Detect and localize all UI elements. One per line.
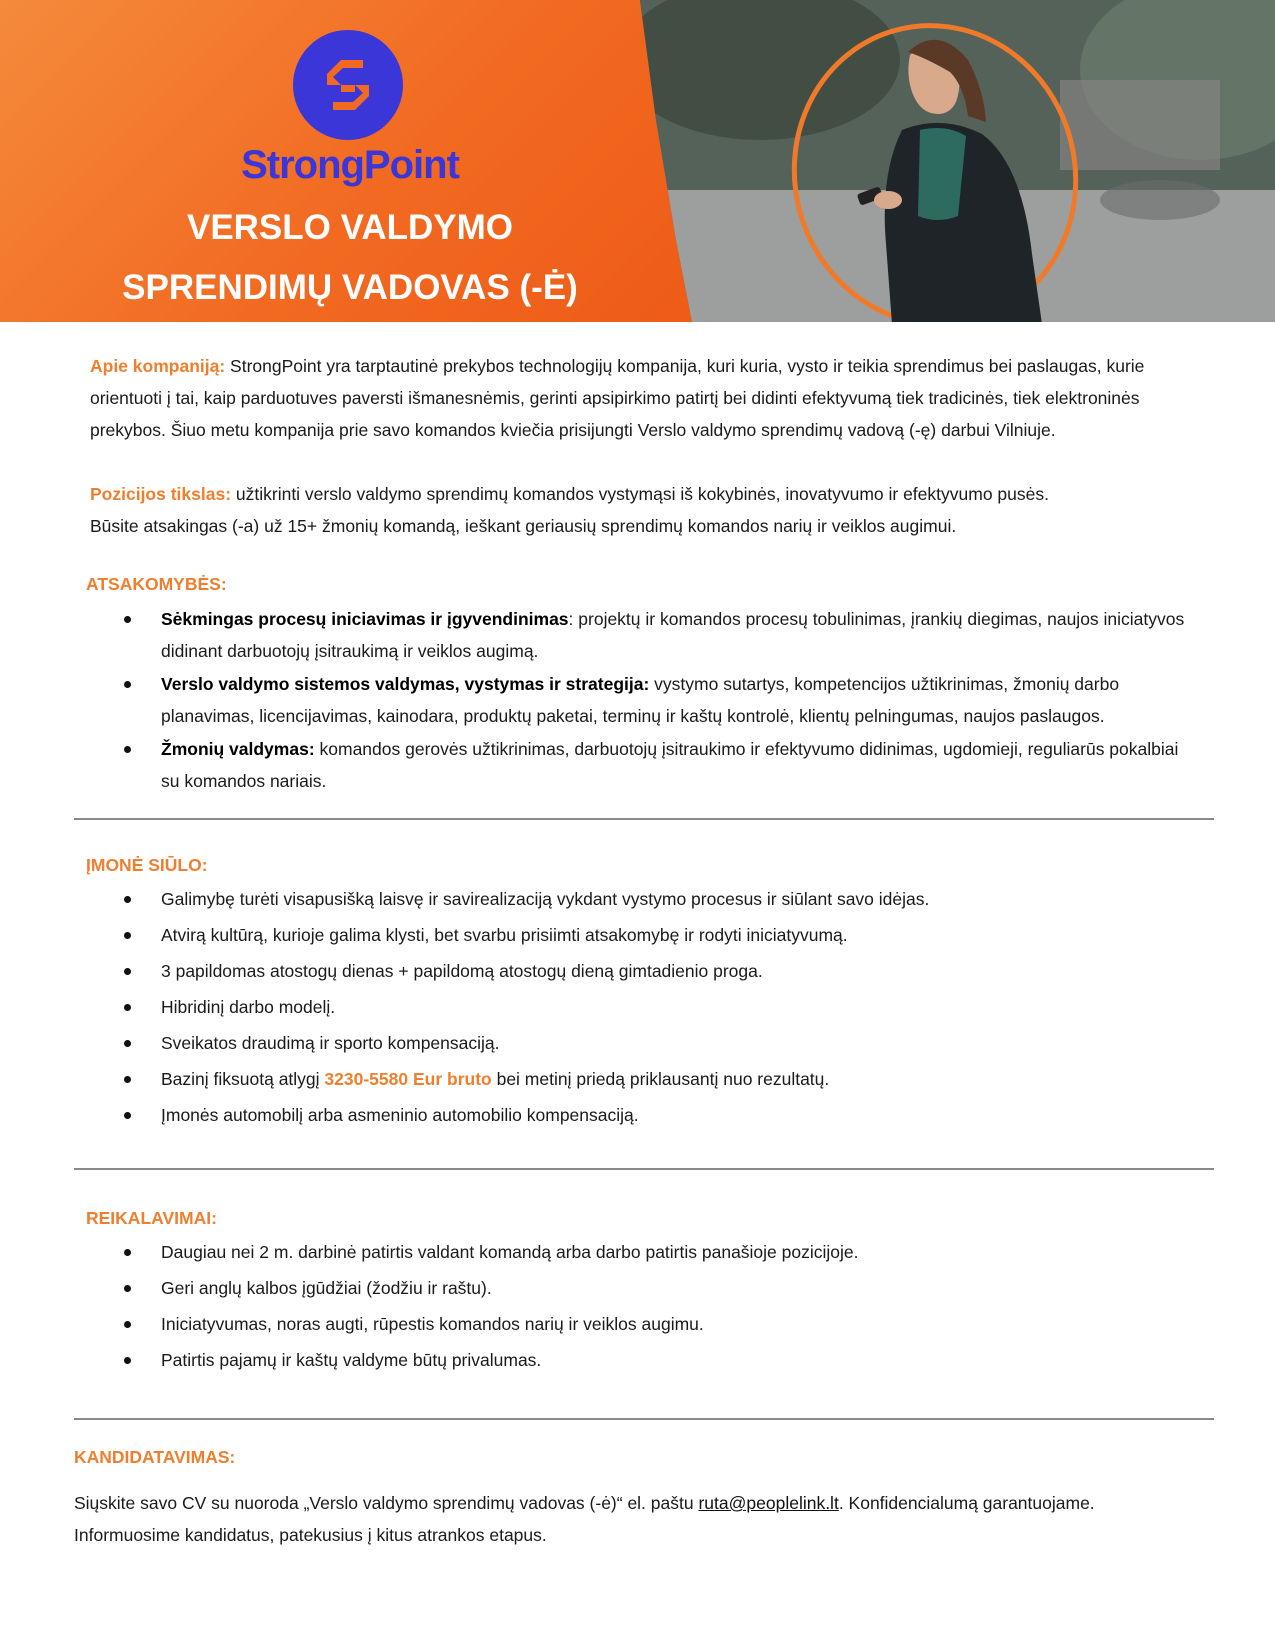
requirements-heading: REIKALAVIMAI: [86, 1208, 217, 1228]
salary-after: bei metinį priedą priklausantį nuo rezultatų. [491, 1069, 830, 1089]
apply-paragraph [74, 1487, 1224, 1519]
header-banner [0, 0, 1275, 322]
item-bold: Sėkmingas procesų iniciavimas ir įgyvendinimas [161, 609, 569, 629]
offers-list [118, 883, 1198, 1135]
requirements-list [118, 1236, 1198, 1380]
list-item: Galimybę turėti visapusišką laisvę ir savirealizaciją vykdant vystymo procesus ir siūlant savo idėjas. [118, 883, 1198, 915]
list-item-salary [118, 1063, 1198, 1095]
goal-label: Pozicijos tikslas: [90, 484, 232, 504]
strongpoint-logo-icon [293, 30, 403, 140]
apply-text-after: . Konfidencialumą garantuojame. [838, 1493, 1095, 1513]
item-text: vystymo sutartys, kompetencijos užtikrinimas, žmonių darbo planavimas, licencijavimas, kainodara, produktų paketai, terminų ir kaštų kontrolė, klientų pelningumas, naujos paslaugos. [161, 674, 1120, 726]
offers-heading: ĮMONĖ SIŪLO: [86, 855, 208, 875]
item-text: komandos gerovės užtikrinimas, darbuotojų įsitraukimo ir efektyvumo didinimas, ugdomieji, reguliarūs pokalbiai su komandos nariais. [161, 739, 1179, 791]
goal-paragraph-2: Būsite atsakingas (-a) už 15+ žmonių komandą, ieškant geriausių sprendimų komandos narių ir veiklos augimui. [90, 516, 957, 536]
item-bold: Žmonių valdymas: [161, 739, 315, 759]
salary-amount: 3230-5580 Eur bruto [324, 1069, 492, 1089]
job-title-line2: SPRENDIMŲ VADOVAS (-Ė) [122, 268, 578, 307]
brand-name: StrongPoint [241, 143, 459, 187]
list-item: Hibridinį darbo modelį. [118, 991, 1198, 1023]
divider [74, 818, 1214, 820]
list-item [118, 603, 1198, 667]
divider [74, 1418, 1214, 1420]
list-item: Atvirą kultūrą, kurioje galima klysti, bet svarbu prisiimti atsakomybę ir rodyti iniciatyvumą. [118, 919, 1198, 951]
divider [74, 1168, 1214, 1170]
about-paragraph [90, 350, 1190, 446]
list-item: Iniciatyvumas, noras augti, rūpestis komandos narių ir veiklos augimu. [118, 1308, 1198, 1340]
list-item: Geri anglų kalbos įgūdžiai (žodžiu ir raštu). [118, 1272, 1198, 1304]
list-item: Daugiau nei 2 m. darbinė patirtis valdant komandą arba darbo patirtis panašioje pozicijoje. [118, 1236, 1198, 1268]
about-label: Apie kompaniją: [90, 356, 226, 376]
apply-text: Siųskite savo CV su nuoroda „Verslo valdymo sprendimų vadovas (-ė)“ el. paštu [74, 1493, 699, 1513]
list-item: Įmonės automobilį arba asmeninio automobilio kompensaciją. [118, 1099, 1198, 1131]
about-text: StrongPoint yra tarptautinė prekybos technologijų kompanija, kuri kuria, vysto ir teikia sprendimus bei paslaugas, kurie orientuoti į tai, kaip parduotuves paversti išmanesnėmis, gerinti apsipirkimo patirtį bei didinti efektyvumą tiek tradicinės, tiek elektroninės prekybos. Šiuo metu kompanija prie savo komandos kviečia prisijungti Verslo valdymo sprendimų vadovą (-ę) darbui Vilniuje. [90, 356, 1145, 440]
list-item: 3 papildomas atostogų dienas + papildomą atostogų dieną gimtadienio proga. [118, 955, 1198, 987]
job-title-line1: VERSLO VALDYMO [186, 208, 514, 247]
responsibilities-heading: ATSAKOMYBĖS: [86, 574, 227, 594]
responsibilities-list [118, 603, 1198, 798]
apply-paragraph-2: Informuosime kandidatus, patekusius į kitus atrankos etapus. [74, 1525, 547, 1545]
item-bold: Verslo valdymo sistemos valdymas, vystymas ir strategija: [161, 674, 650, 694]
goal-text: užtikrinti verslo valdymo sprendimų komandos vystymąsi iš kokybinės, inovatyvumo ir efektyvumo pusės. [231, 484, 1049, 504]
email-link[interactable]: ruta@peoplelink.lt [698, 1493, 839, 1513]
goal-paragraph [90, 478, 1190, 510]
list-item [118, 668, 1198, 732]
list-item: Sveikatos draudimą ir sporto kompensaciją. [118, 1027, 1198, 1059]
apply-heading: KANDIDATAVIMAS: [74, 1447, 236, 1467]
salary-before: Bazinį fiksuotą atlygį [161, 1069, 325, 1089]
list-item: Patirtis pajamų ir kaštų valdyme būtų privalumas. [118, 1344, 1198, 1376]
woman-walking-photo [640, 0, 1275, 322]
item-text: : projektų ir komandos procesų tobulinimas, įrankių diegimas, naujos iniciatyvos didinant darbuotojų įsitraukimą ir veiklos augimą. [161, 609, 1185, 661]
header-photo [640, 0, 1275, 322]
list-item [118, 733, 1198, 797]
